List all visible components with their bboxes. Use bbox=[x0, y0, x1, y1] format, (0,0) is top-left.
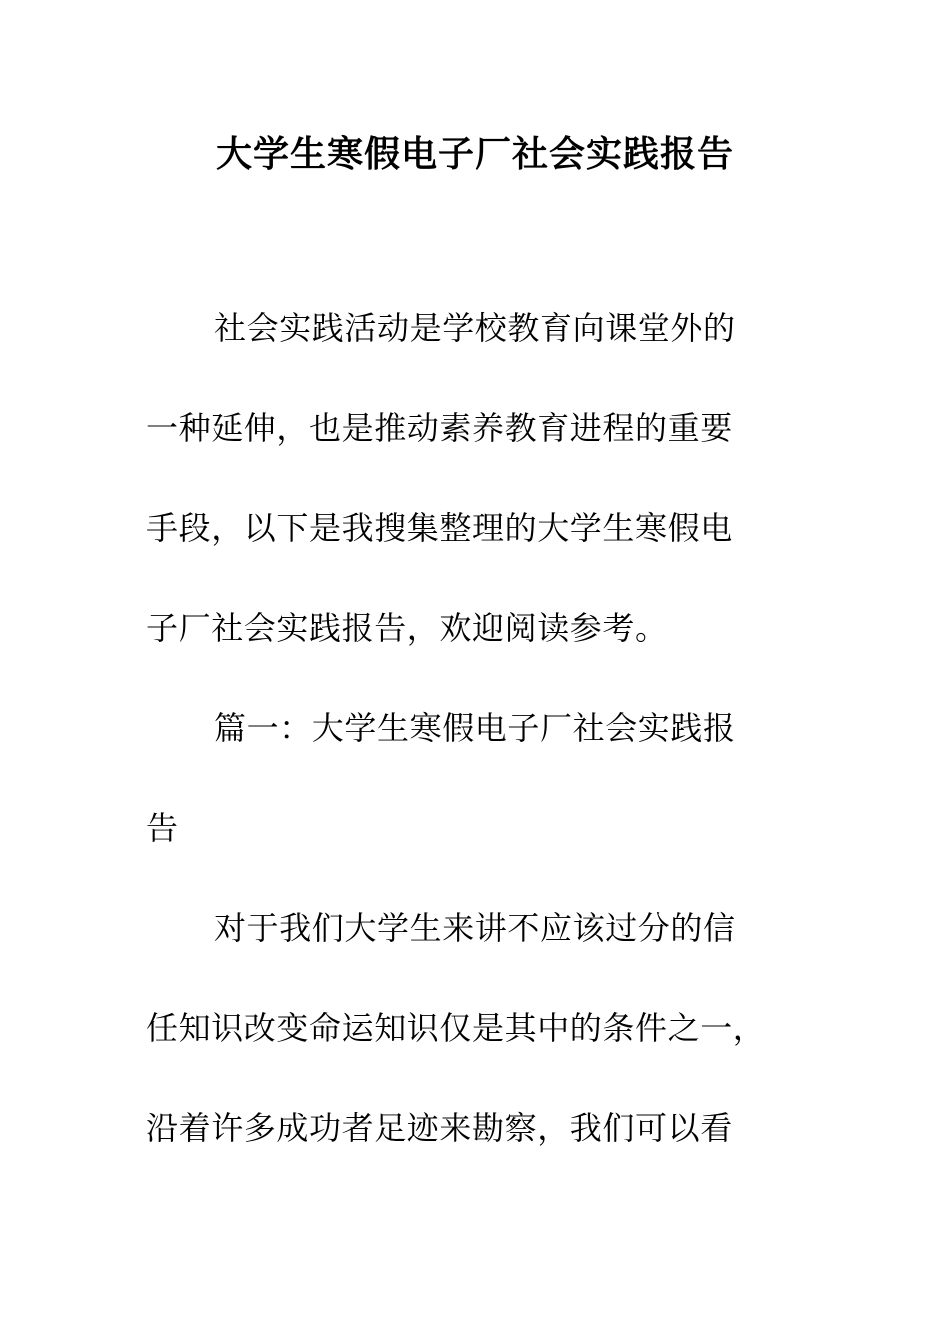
paragraph-line: 社会实践活动是学校教育向课堂外的 bbox=[214, 309, 736, 347]
document-title: 大学生寒假电子厂社会实践报告 bbox=[215, 133, 734, 175]
paragraph-line: 沿着许多成功者足迹来勘察，我们可以看 bbox=[146, 1109, 733, 1147]
paragraph-line: 任知识改变命运知识仅是其中的条件之一， bbox=[146, 1009, 766, 1047]
paragraph-line: 手段，以下是我搜集整理的大学生寒假电 bbox=[146, 509, 733, 547]
section-heading-line: 篇一：大学生寒假电子厂社会实践报 bbox=[214, 709, 736, 747]
section-heading-line: 告 bbox=[146, 809, 179, 847]
paragraph-line: 一种延伸，也是推动素养教育进程的重要 bbox=[146, 409, 733, 447]
paragraph-line: 子厂社会实践报告，欢迎阅读参考。 bbox=[146, 609, 668, 647]
paragraph-line: 对于我们大学生来讲不应该过分的信 bbox=[214, 909, 736, 947]
document-body bbox=[146, 296, 806, 1196]
